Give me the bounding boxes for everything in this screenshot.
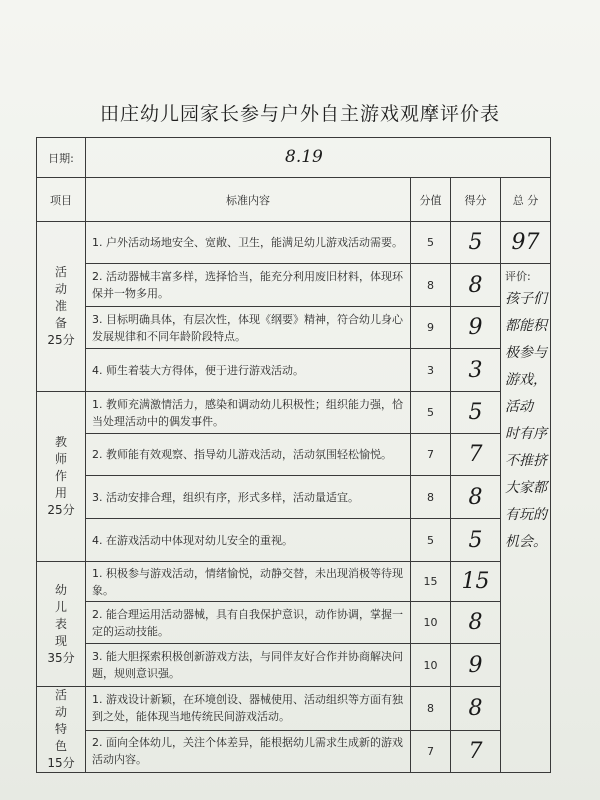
points-value: 3 xyxy=(411,349,451,392)
table-row xyxy=(37,264,551,307)
date-field xyxy=(86,138,551,178)
score-value: 7 xyxy=(451,730,501,773)
points-value: 10 xyxy=(411,644,451,687)
form-title: 田庄幼儿园家长参与户外自主游戏观摩评价表 xyxy=(99,103,500,125)
points-value: 10 xyxy=(411,602,451,644)
date-value: 8.19 xyxy=(285,147,323,167)
score-value: 5 xyxy=(451,519,501,562)
header-points: 分值 xyxy=(411,178,451,222)
criterion-text: 1. 户外活动场地安全、宽敞、卫生，能满足幼儿游戏活动需要。 xyxy=(86,222,411,264)
table-row xyxy=(37,644,551,687)
criterion-text: 3. 目标明确具体，有层次性，体现《纲要》精神，符合幼儿身心发展规律和不同年龄阶段特点。 xyxy=(86,307,411,349)
table-row xyxy=(37,349,551,392)
points-value: 15 xyxy=(411,562,451,602)
criterion-text: 2. 教师能有效观察、指导幼儿游戏活动，活动氛围轻松愉悦。 xyxy=(86,434,411,476)
header-row xyxy=(37,178,551,222)
score-value: 9 xyxy=(451,307,501,349)
points-value: 8 xyxy=(411,687,451,731)
section-feature-label: 活 动 特 色 15分 xyxy=(37,687,86,773)
points-value: 5 xyxy=(411,222,451,264)
table-row xyxy=(37,687,551,731)
points-value: 8 xyxy=(411,476,451,519)
criterion-text: 1. 教师充满激情活力，感染和调动幼儿积极性；组织能力强，恰当处理活动中的偶发事件。 xyxy=(86,392,411,434)
criterion-text: 2. 面向全体幼儿，关注个体差异，能根据幼儿需求生成新的游戏活动内容。 xyxy=(86,730,411,773)
score-value: 5 xyxy=(451,392,501,434)
comment-line: 都能积 xyxy=(505,318,547,334)
score-value: 9 xyxy=(451,644,501,687)
criterion-text: 3. 活动安排合理，组织有序，形式多样，活动量适宜。 xyxy=(86,476,411,519)
header-score: 得分 xyxy=(451,178,501,222)
points-value: 5 xyxy=(411,519,451,562)
criterion-text: 1. 游戏设计新颖，在环境创设、器械使用、活动组织等方面有独到之处，能体现当地传统民间游戏活动。 xyxy=(86,687,411,731)
table-row xyxy=(37,434,551,476)
table-row xyxy=(37,562,551,602)
comment-line: 大家都 xyxy=(505,480,547,496)
comment-line: 极参与 xyxy=(505,345,547,361)
table-row xyxy=(37,307,551,349)
score-value: 8 xyxy=(451,476,501,519)
points-value: 9 xyxy=(411,307,451,349)
criterion-text: 2. 能合理运用活动器械，具有自我保护意识，动作协调，掌握一定的运动技能。 xyxy=(86,602,411,644)
points-value: 5 xyxy=(411,392,451,434)
score-value: 8 xyxy=(451,602,501,644)
section-child-label: 幼 儿 表 现 35分 xyxy=(37,562,86,687)
total-score: 97 xyxy=(501,222,551,264)
table-row xyxy=(37,730,551,773)
criterion-text: 3. 能大胆探索积极创新游戏方法，与同伴友好合作并协商解决问题，规则意识强。 xyxy=(86,644,411,687)
table-row xyxy=(37,519,551,562)
comment-line: 时有序 xyxy=(505,426,547,442)
criterion-text: 4. 师生着装大方得体，便于进行游戏活动。 xyxy=(86,349,411,392)
comment-line: 有玩的 xyxy=(505,507,547,523)
comment-line: 机会。 xyxy=(505,534,547,550)
criterion-text: 4. 在游戏活动中体现对幼儿安全的重视。 xyxy=(86,519,411,562)
comment-line: 不推挤 xyxy=(505,453,547,469)
comment-label: 评价: xyxy=(505,270,531,283)
score-value: 7 xyxy=(451,434,501,476)
section-teacher-label: 教 师 作 用 25分 xyxy=(37,392,86,562)
comment-cell xyxy=(501,264,551,773)
header-standard: 标准内容 xyxy=(86,178,411,222)
criterion-text: 1. 积极参与游戏活动，情绪愉悦，动静交替，未出现消极等待现象。 xyxy=(86,562,411,602)
evaluation-table xyxy=(36,137,551,773)
comment-line: 活动 xyxy=(505,399,533,415)
score-value: 8 xyxy=(451,687,501,731)
score-value: 8 xyxy=(451,264,501,307)
date-row xyxy=(37,138,551,178)
points-value: 7 xyxy=(411,434,451,476)
comment-line: 游戏， xyxy=(505,372,547,388)
section-prep-label: 活 动 准 备 25分 xyxy=(37,222,86,392)
table-row xyxy=(37,476,551,519)
score-value: 5 xyxy=(451,222,501,264)
date-label: 日期: xyxy=(37,138,86,178)
header-item: 项目 xyxy=(37,178,86,222)
table-row xyxy=(37,392,551,434)
header-total: 总 分 xyxy=(501,178,551,222)
points-value: 7 xyxy=(411,730,451,773)
score-value: 3 xyxy=(451,349,501,392)
table-row xyxy=(37,222,551,264)
table-row xyxy=(37,602,551,644)
criterion-text: 2. 活动器械丰富多样，选择恰当，能充分利用废旧材料，体现环保并一物多用。 xyxy=(86,264,411,307)
score-value: 15 xyxy=(451,562,501,602)
points-value: 8 xyxy=(411,264,451,307)
comment-line: 孩子们 xyxy=(505,291,547,307)
